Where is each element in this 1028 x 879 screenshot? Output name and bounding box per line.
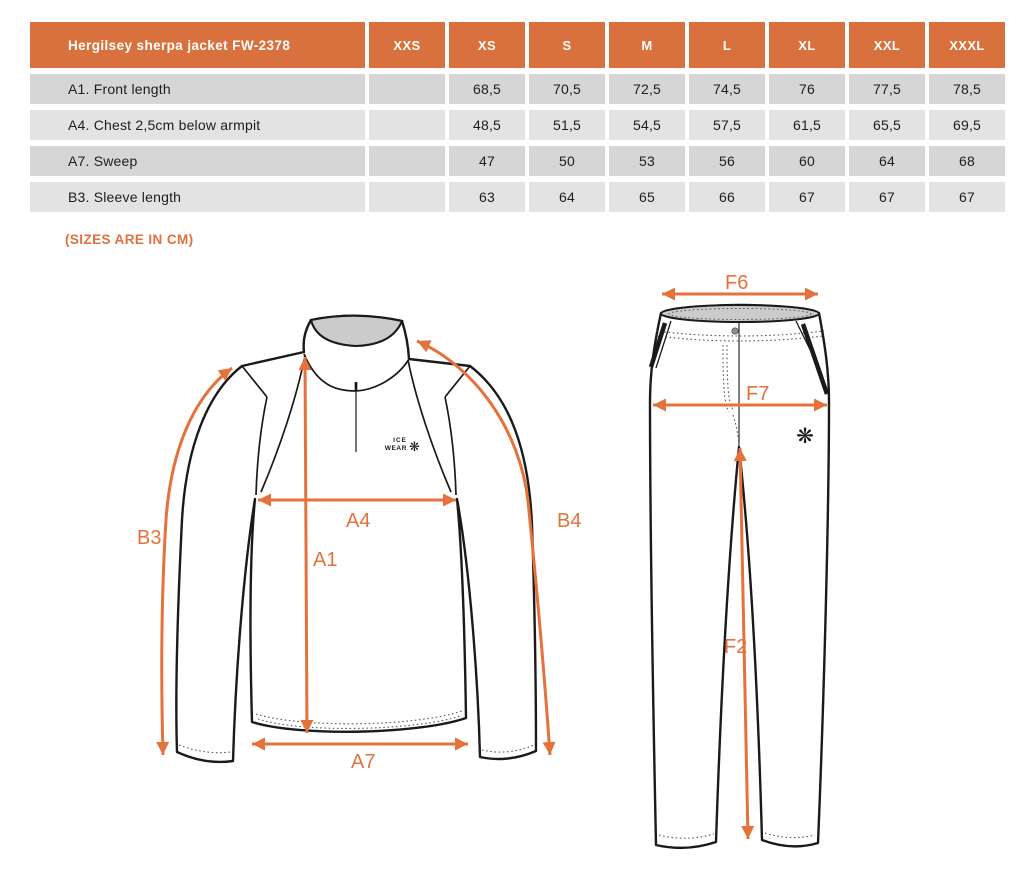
measurement-row-label: A1. Front length — [30, 74, 365, 104]
size-value-cell: 68 — [929, 146, 1005, 176]
pants-drawing — [650, 272, 829, 848]
pants-snowflake-icon: ❋ — [796, 425, 814, 448]
sizes-unit-note: (SIZES ARE IN CM) — [65, 232, 194, 247]
size-column-header: L — [689, 22, 765, 68]
size-value-cell: 56 — [689, 146, 765, 176]
size-value-cell: 68,5 — [449, 74, 525, 104]
size-value-cell: 67 — [929, 182, 1005, 212]
size-value-cell: 61,5 — [769, 110, 845, 140]
size-value-cell: 54,5 — [609, 110, 685, 140]
size-value-cell: 78,5 — [929, 74, 1005, 104]
size-column-header: XXXL — [929, 22, 1005, 68]
f7-label: F7 — [746, 383, 770, 405]
a1-label: A1 — [313, 549, 338, 571]
size-value-cell: 66 — [689, 182, 765, 212]
logo-text-wear: WEAR — [384, 445, 407, 452]
size-value-cell: 76 — [769, 74, 845, 104]
size-value-cell: 51,5 — [529, 110, 605, 140]
size-value-cell: 53 — [609, 146, 685, 176]
size-value-cell: 69,5 — [929, 110, 1005, 140]
size-value-cell: 48,5 — [449, 110, 525, 140]
f2-label: F2 — [724, 636, 748, 658]
a7-label: A7 — [351, 751, 376, 773]
pants-button — [732, 328, 738, 334]
size-column-header: XXL — [849, 22, 925, 68]
measurement-row-label: A7. Sweep — [30, 146, 365, 176]
measurement-row-label: B3. Sleeve length — [30, 182, 365, 212]
size-value-cell: 50 — [529, 146, 605, 176]
size-value-cell: 72,5 — [609, 74, 685, 104]
measurement-row-label: A4. Chest 2,5cm below armpit — [30, 110, 365, 140]
a4-label: A4 — [346, 510, 371, 532]
size-column-header: XXS — [369, 22, 445, 68]
a1-measure-arrow — [305, 357, 307, 733]
f6-label: F6 — [725, 272, 749, 294]
size-column-header: XL — [769, 22, 845, 68]
logo-text-ice: ICE — [393, 437, 407, 444]
size-value-cell: 77,5 — [849, 74, 925, 104]
size-value-cell: 67 — [849, 182, 925, 212]
b4-label: B4 — [557, 510, 582, 532]
product-title-cell: Hergilsey sherpa jacket FW-2378 — [30, 22, 365, 68]
size-value-cell: 70,5 — [529, 74, 605, 104]
b3-label: B3 — [137, 527, 162, 549]
size-value-cell: 47 — [449, 146, 525, 176]
size-value-cell: 63 — [449, 182, 525, 212]
size-column-header: XS — [449, 22, 525, 68]
size-value-cell: 74,5 — [689, 74, 765, 104]
size-value-cell: 65,5 — [849, 110, 925, 140]
size-value-cell: 57,5 — [689, 110, 765, 140]
size-value-cell: 65 — [609, 182, 685, 212]
size-value-cell: 64 — [529, 182, 605, 212]
size-column-header: M — [609, 22, 685, 68]
size-value-cell: 67 — [769, 182, 845, 212]
jacket-drawing — [137, 316, 581, 773]
logo-snowflake-icon: ❋ — [409, 439, 420, 454]
size-column-header: S — [529, 22, 605, 68]
size-value-cell: 64 — [849, 146, 925, 176]
size-value-cell: 60 — [769, 146, 845, 176]
